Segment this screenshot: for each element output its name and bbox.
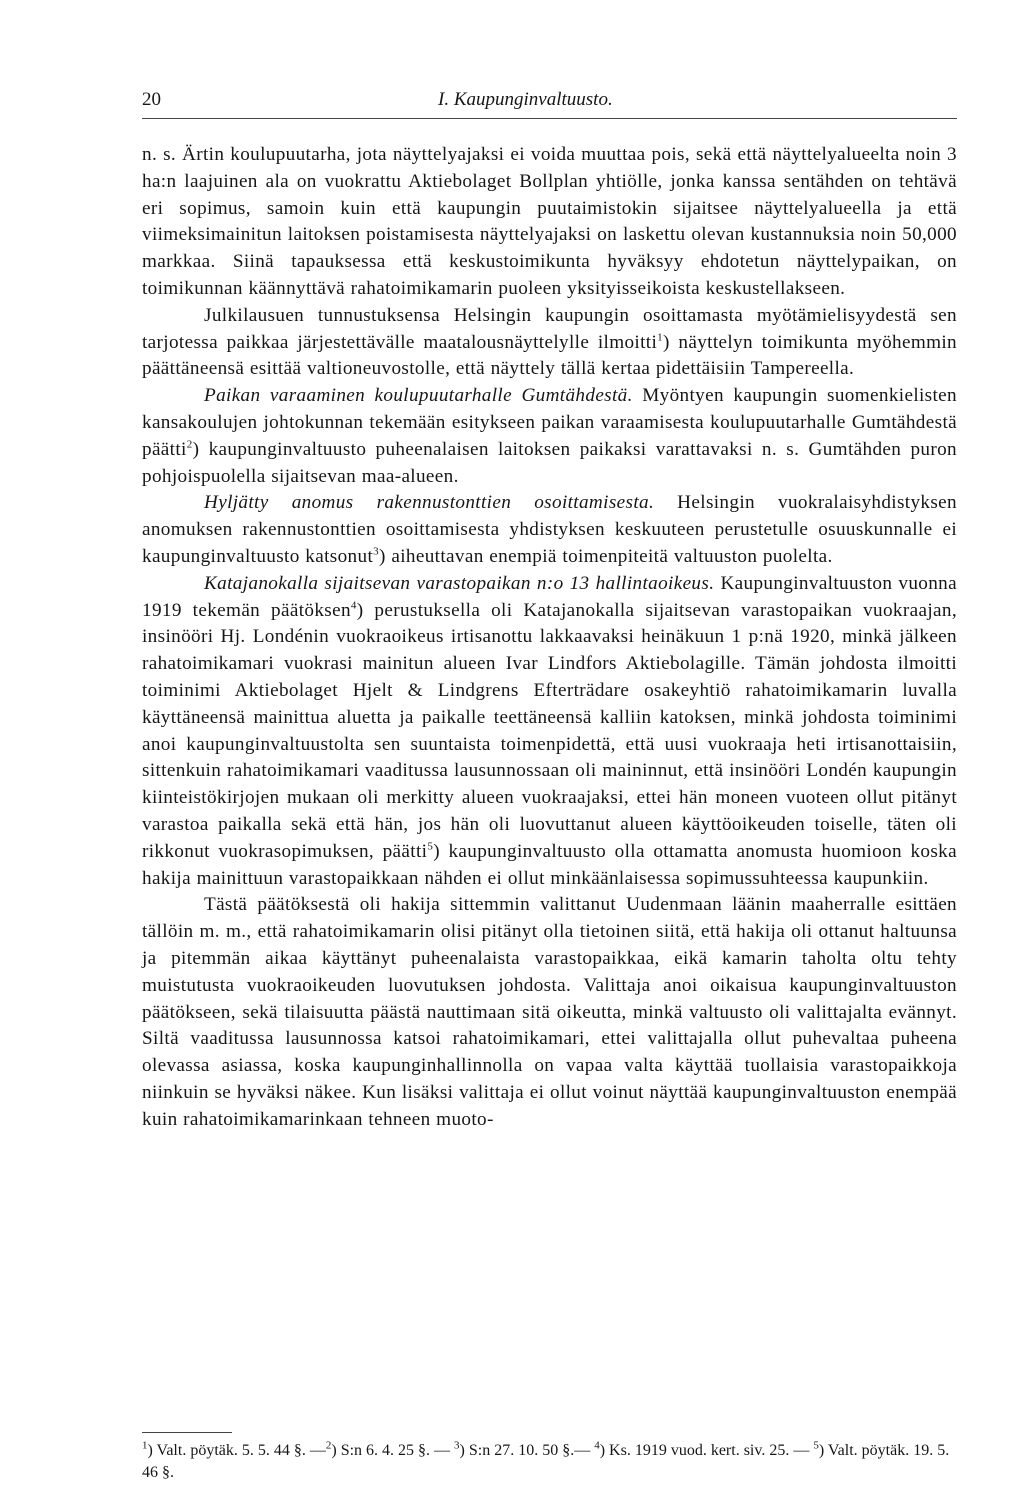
footnote-ref: 5 [427,840,434,853]
section-lead: Paikan varaaminen koulupuutarhalle Gumtähdestä. [204,385,633,407]
page-number: 20 [142,89,161,110]
footnote-ref: 4 [350,599,357,612]
footnote-marker: 1 [142,1439,148,1452]
section-lead: Hyljätty anomus rakennustonttien osoittamisesta. [204,492,655,514]
paragraph-text: ) kaupunginvaltuusto olla ottamatta anomusta huomioon koska hakija mainittuun varastopaikkaan nähden ei ollut minkäänlaisessa sopimussuhteessa kaupunkiin. [142,840,957,889]
footnote-rule [142,1432,232,1433]
footnote-text: ) Valt. pöytäk. 19. 5. 46 §. [142,1442,950,1481]
section-lead: Katajanokalla sijaitsevan varastopaikan n:o 13 hallintaoikeus. [204,572,715,594]
paragraph-1 [142,142,957,303]
paragraph-text: ) aiheuttavan enempiä toimenpiteitä valtuuston puolelta. [378,545,833,567]
footnote-marker: 4 [594,1439,600,1452]
footnote-marker: 2 [325,1439,332,1452]
paragraph-text: Tästä päätöksestä oli hakija sittemmin valittanut Uudenmaan läänin maaherralle esittäen tällöin m. m., että rahatoimikamarin olisi pitänyt olla tietoinen siitä, että hakija oli ottanut haltuunsa ja pitemmän aikaa käyttänyt puheenalaista varastopaikkaa, eikä kamarin taholta oltu tehty muistutusta vuokraoikeuden luovutuksen johdosta. Valittaja anoi oikaisua kaupunginvaltuuston päätökseen, sekä tilaisuutta päästä nauttimaan sitä oikeutta, minkä valtuusto oli valittajalta evännyt. Siltä vaaditussa lausunnossa katsoi rahatoimikamari, ettei valittajalla ollut puhevaltaa puheena olevassa asiassa, koska kaupunginhallinnolla on vapaa valta käyttää tuollaisia varastopaikkoja niinkuin se hyväksi näkee. Kun lisäksi valittaja ei ollut voinut näyttää kaupunginvaltuuston enempää kuin rahatoimikamarinkaan tehneen muoto- [142,894,957,1130]
footnote-marker: 5 [813,1439,819,1452]
paragraph-text: Kaupunginvaltuuston vuonna 1919 tekemän päätöksen [142,572,957,621]
running-title: I. Kaupunginvaltuusto. [438,89,613,110]
paragraph-text: Julkilausuen tunnustuksensa Helsingin kaupungin osoittamasta myötämielisyydestä sen tarjotessa paikkaa järjestettävälle maatalousnäyttelylle ilmoitti [142,304,957,353]
paragraph-text: n. s. Ärtin koulupuutarha, jota näyttelyajaksi ei voida muuttaa pois, sekä että näyttelyalueelta noin 3 ha:n laajuinen ala on vuokrattu Aktiebolaget Bollplan yhtiölle, jonka kanssa sentähden on tehtävä eri sopimus, samoin kuin että kaupungin puutaimistokin sijaitsee näyttelyalueella ja että viimeksimainitun laitoksen poistamisesta näyttelyajaksi on laskettu olevan kustannuksia noin 50,000 markkaa. Siinä tapauksessa että keskustoimikunta hyväksyy ehdotetun näyttelypaikan, on toimikunnan käännyttävä rahatoimikamarin puoleen yksityisseikoista keskustellakseen. [142,144,957,299]
paragraph-3 [142,383,957,490]
footnote-ref: 2 [186,438,193,451]
header-rule [142,118,957,119]
paragraph-text: ) kaupunginvaltuusto puheenalaisen laitoksen paikaksi varattavaksi n. s. Gumtähden puron pohjoispuolella sijaitsevan maa-alueen. [142,438,957,487]
paragraph-text: Myöntyen kaupungin suomenkielisten kansakoulujen johtokunnan tekemään esitykseen paikan varaamisesta koulupuutarhalle Gumtähdestä päätti [142,385,957,460]
paragraph-text: ) perustuksella oli Katajanokalla sijaitsevan varastopaikan vuokraajan, insinööri Hj. Londénin vuokraoikeus irtisanottu lakkaavaksi heinäkuun 1 p:nä 1920, minkä jälkeen rahatoimikamari vuokrasi mainitun alueen Ivar Lindfors Aktiebolagille. Tämän johdosta ilmoitti toiminimi Aktiebolaget Hjelt & Lindgrens Efterträdare osakeyhtiö rahatoimikamarin luvalla käyttäneensä mainittua aluetta ja paikalle teettäneensä kalliin katoksen, minkä johdosta toiminimi anoi kaupunginvaltuustolta sen suuntaista toimenpidettä, että uusi vuokraaja heti irtisanottaisiin, sittenkuin rahatoimikamari vaaditussa lausunnossaan oli maininnut, että insinööri Londén kaupungin kiinteistökirjojen mukaan oli merkitty alueen vuokraajaksi, ettei hän moneen vuoteen ollut pitänyt varastoa paikalla sekä että hän, jos hän oli luovuttanut alueen käyttöoikeuden toiselle, täten oli rikkonut vuokrasopimuksen, päätti [142,599,957,862]
footnote-text: ) S:n 6. 4. 25 §. — [331,1442,451,1459]
footnote-ref: 3 [373,545,379,558]
body-text [142,142,957,1133]
paragraph-text: ) näyttelyn toimikunta myöhemmin päättäneensä esittää valtioneuvostolle, että näyttely tällä kertaa pidettäisiin Tampereella. [142,331,957,380]
paragraph-6 [142,892,957,1133]
paragraph-text: Helsingin vuokralaisyhdistyksen anomuksen rakennustonttien osoittamisesta yhdistyksen keskuuteen perustetulle osuuskunnalle ei kaupunginvaltuusto katsonut [142,492,957,567]
footnote-ref: 1 [657,331,664,344]
paragraph-2 [142,303,957,383]
footnote-text: ) Ks. 1919 vuod. kert. siv. 25. — [599,1442,810,1459]
paragraph-4 [142,490,957,570]
footnotes [142,1440,957,1484]
footnote-text: ) S:n 27. 10. 50 §.— [459,1442,591,1459]
footnote-text: ) Valt. pöytäk. 5. 5. 44 §. — [147,1442,326,1459]
paragraph-5 [142,571,957,893]
footnote-marker: 3 [454,1439,460,1452]
